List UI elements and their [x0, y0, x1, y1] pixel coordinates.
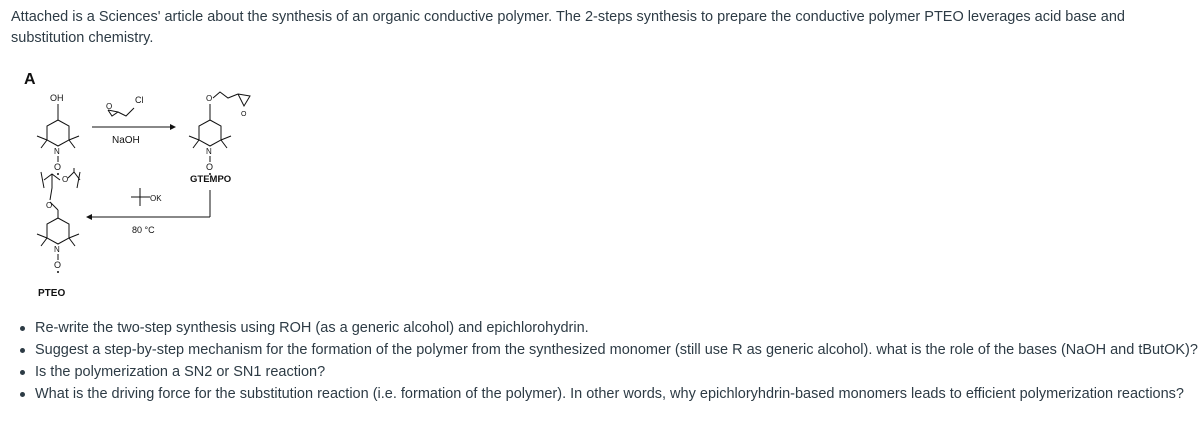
sidechain-oxygen-label: O	[46, 201, 53, 210]
temperature-condition: 80 °C	[132, 225, 155, 235]
hydroxyl-label: OH	[50, 93, 64, 103]
nitrogen-label: N	[54, 147, 60, 156]
reaction-arrow-step2	[86, 190, 210, 220]
reagent-naoh: NaOH	[112, 135, 140, 146]
list-item: What is the driving force for the substitution reaction (i.e. formation of the polymer). In other words, why epichloryhdrin-based monomers leads to efficient polymerization reactions?	[33, 383, 1198, 405]
question-list	[15, 317, 1198, 405]
glycidyl-oxygen-label: O	[241, 111, 247, 118]
list-item: Re-write the two-step synthesis using ROH (as a generic alcohol) and epichlorohydrin.	[33, 317, 1198, 339]
epichlorohydrin-structure	[106, 95, 144, 116]
pteo-nitroxide-oxygen-label: O	[54, 260, 62, 270]
gtempo-label: GTEMPO	[190, 174, 232, 185]
reaction-arrow-step1	[92, 124, 176, 130]
gtempo-structure	[189, 92, 250, 175]
pteo-structure	[37, 168, 80, 273]
pteo-label: PTEO	[38, 288, 66, 299]
list-item: Suggest a step-by-step mechanism for the formation of the polymer from the synthesized monomer (still use R as generic alcohol). what is the role of the bases (NaOH and tButOK)?	[33, 339, 1198, 361]
tempo-oh-structure	[37, 93, 79, 175]
gtempo-nitroxide-oxygen-label: O	[206, 162, 214, 172]
backbone-oxygen-label: O	[62, 175, 69, 184]
chlorine-label: Cl	[135, 95, 144, 105]
epoxide-oxygen-label: O	[106, 102, 113, 111]
base-label: OK	[150, 194, 162, 203]
gtempo-nitrogen-label: N	[206, 147, 212, 156]
ether-oxygen-label: O	[206, 94, 213, 103]
list-item: Is the polymerization a SN2 or SN1 reaction?	[33, 361, 1198, 383]
potassium-tert-butoxide	[131, 188, 162, 206]
intro-paragraph: Attached is a Sciences' article about the synthesis of an organic conductive polymer. The 2-steps synthesis to prepare the conductive polymer PTEO leverages acid base and substitution chemistry.	[11, 9, 1125, 46]
pteo-nitrogen-label: N	[54, 245, 60, 254]
panel-label: A	[24, 71, 36, 88]
nitroxide-oxygen-label: O	[54, 162, 62, 172]
reaction-scheme	[20, 68, 280, 308]
